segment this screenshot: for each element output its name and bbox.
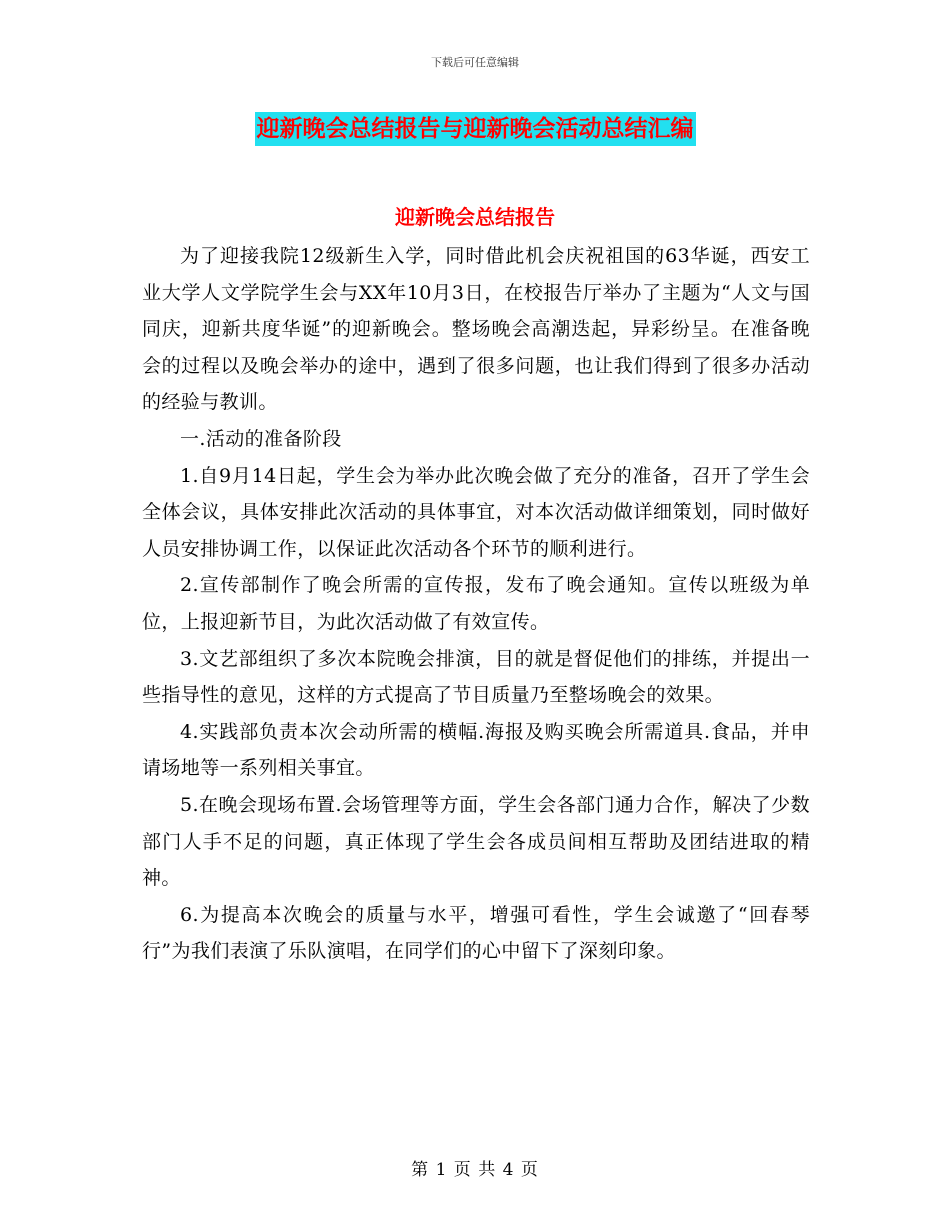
paragraph: 一.活动的准备阶段 (180, 427, 342, 450)
paragraph: 4.实践部负责本次会动所需的横幅.海报及购买晚会所需道具.食品，并申请场地等一系列相关事宜。 (142, 720, 810, 780)
paragraph: 3.文艺部组织了多次本院晚会排演，目的就是督促他们的排练，并提出一些指导性的意见，这样的方式提高了节目质量乃至整场晚会的效果。 (142, 647, 810, 707)
main-title (0, 112, 950, 146)
paragraph: 为了迎接我院12级新生入学，同时借此机会庆祝祖国的63华诞，西安工业大学人文学院学生会与XX年10月3日，在校报告厅举办了主题为“人文与国同庆，迎新共度华诞”的迎新晚会。整场晚会高潮迭起，异彩纷呈。在准备晚会的过程以及晚会举办的途中，遇到了很多问题，也让我们得到了很多办活动的经验与教训。 (142, 245, 810, 414)
document-body (142, 238, 810, 970)
header-note: 下载后可任意编辑 (431, 56, 519, 69)
paragraph: 5.在晚会现场布置.会场管理等方面，学生会各部门通力合作，解决了少数部门人手不足的问题，真正体现了学生会各成员间相互帮助及团结进取的精神。 (142, 793, 810, 890)
paragraph: 2.宣传部制作了晚会所需的宣传报，发布了晚会通知。宣传以班级为单位，上报迎新节目，为此次活动做了有效宣传。 (142, 574, 810, 633)
paragraph: 1.自9月14日起，学生会为举办此次晚会做了充分的准备，召开了学生会全体会议，具体安排此次活动的具体事宜，对本次活动做详细策划，同时做好人员安排协调工作，以保证此次活动各个环节的顺利进行。 (142, 464, 810, 560)
section-title: 迎新晚会总结报告 (395, 205, 555, 229)
paragraph: 6.为提高本次晚会的质量与水平，增强可看性，学生会诚邀了“回春琴行”为我们表演了乐队演唱，在同学们的心中留下了深刻印象。 (142, 903, 810, 963)
main-title-text: 迎新晚会总结报告与迎新晚会活动总结汇编 (255, 112, 696, 146)
page-number: 第 1 页 共 4 页 (411, 1160, 539, 1180)
